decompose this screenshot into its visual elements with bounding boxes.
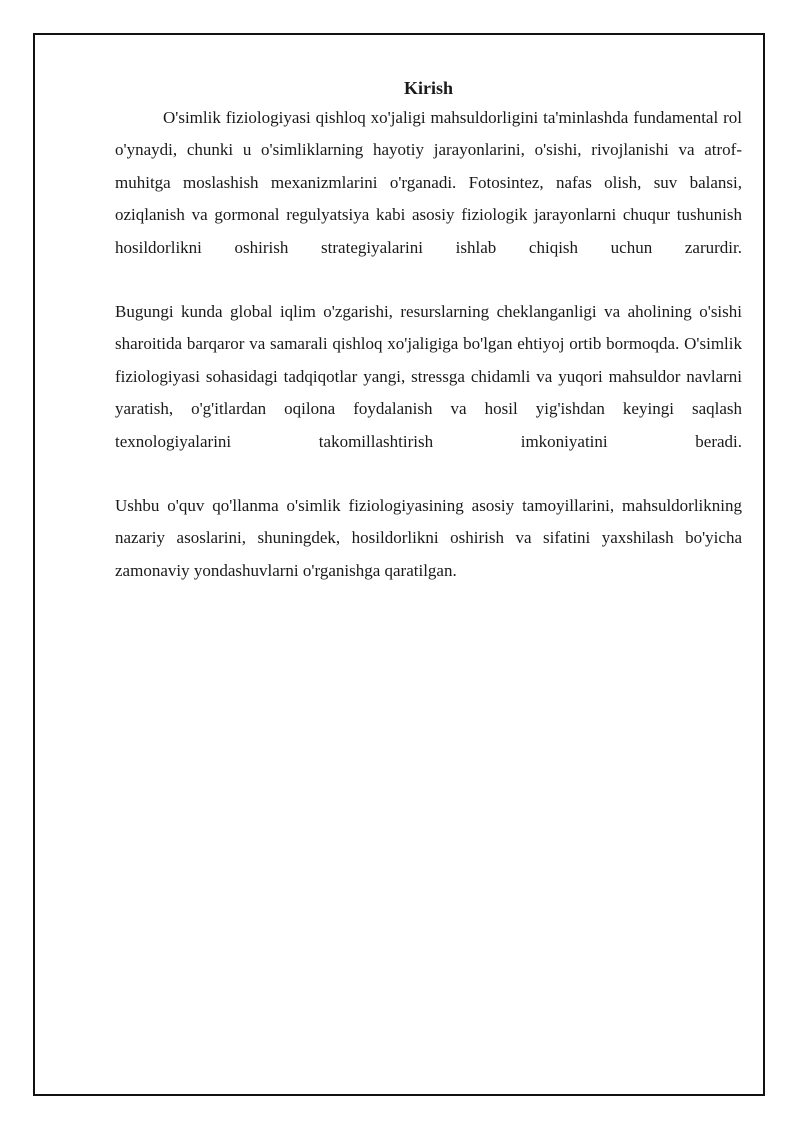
paragraph-gap: [115, 458, 742, 490]
paragraph-2: Bugungi kunda global iqlim o'zgarishi, resurslarning cheklanganligi va aholining o'sishi sharoitida barqaror va samarali qishloq xo'jaligiga bo'lgan ehtiyoj ortib bormoqda. O'simlik fiziologiyasi sohasidagi tadqiqotlar yangi, stressga chidamli va yuqori mahsuldor navlarni yaratish, o'g'itlardan oqilona foydalanish va hosil yig'ishdan keyingi saqlash texnologiyalarini takomillashtirish imkoniyatini beradi.: [115, 302, 742, 451]
paragraph-3: Ushbu o'quv qo'llanma o'simlik fiziologiyasining asosiy tamoyillarini, mahsuldorlikning nazariy asoslarini, shuningdek, hosildorlikni oshirish va sifatini yaxshilash bo'yicha zamonaviy yondashuvlarni o'rganishga qaratilgan.: [115, 496, 742, 580]
document-title: Kirish: [403, 78, 453, 98]
paragraph-gap: [115, 264, 742, 296]
paragraph-1: O'simlik fiziologiyasi qishloq xo'jaligi mahsuldorligini ta'minlashda fundamental rol o'ynaydi, chunki u o'simliklarning hayotiy jarayonlarini, o'sishi, rivojlanishi va atrof-muhitga moslashish mexanizmlarini o'rganadi. Fotosintez, nafas olish, suv balansi, oziqlanish va gormonal regulyatsiya kabi asosiy fiziologik jarayonlarni chuqur tushunish hosildorlikni oshirish strategiyalarini ishlab chiqish uchun zarurdir.: [115, 108, 742, 257]
document-body: [115, 74, 742, 587]
